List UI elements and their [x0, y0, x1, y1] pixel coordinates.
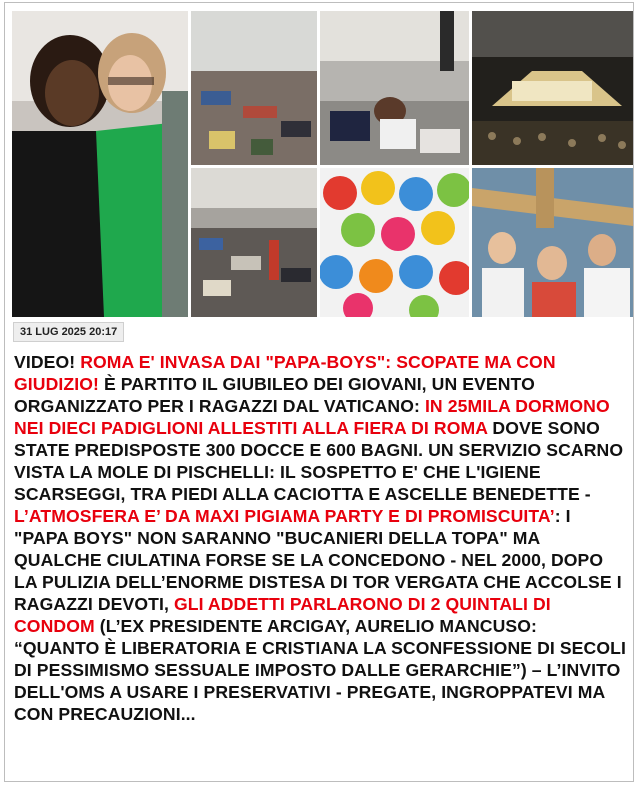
photo-exhibition-hall-sleepers[interactable] [191, 11, 317, 165]
headline-red-4: GLI ADDETTI PARLARONO DI 2 QUINTALI DI CONDOM [14, 594, 551, 636]
headline-prefix: VIDEO! [14, 352, 81, 372]
photo-youths-carrying-cross[interactable] [472, 168, 633, 317]
headline-text-4: (L’EX PRESIDENTE ARCIGAY, AURELIO MANCUSO: “QUANTO È LIBERATORIA E CRISTIANA LA SCONFESSIONE DI SECOLI DI PESSIMISMO SESSUALE IMPOSTO DALLE GERARCHIE”) – L’INVITO DELL'OMS A USARE I PRESERVATIVI - PREGATE, INGROPPATEVI MA CON PRECAUZIONI... [14, 616, 626, 724]
headline-red-2: IN 25MILA DORMONO NEI DIECI PADIGLIONI ALLESTITI ALLA FIERA DI ROMA [14, 396, 610, 438]
photo-two-women-hugging[interactable] [12, 11, 188, 317]
headline-text-1: È PARTITO IL GIUBILEO DEI GIOVANI, UN EVENTO ORGANIZZATO PER I RAGAZZI DAL VATICANO: [14, 374, 535, 416]
headline-red-1: ROMA E' INVASA DAI "PAPA-BOYS": SCOPATE MA CON GIUDIZIO! [14, 352, 556, 394]
article-card[interactable] [4, 2, 634, 782]
photo-collage[interactable] [12, 11, 633, 317]
photo-crowded-pavilion[interactable] [191, 168, 317, 317]
headline-text-2: DOVE SONO STATE PREDISPOSTE 300 DOCCE E 600 BAGNI. UN SERVIZIO SCARNO VISTA LA MOLE DI PISCHELLI: IL SOSPETTO E' CHE L'IGIENE SCARSEGGI, TRA PIEDI ALLA CACIOTTA E ASCELLE BENEDETTE - [14, 418, 624, 504]
headline-text-3: : I "PAPA BOYS" NON SARANNO "BUCANIERI DELLA TOPA" MA QUALCHE CIULATINA FORSE SE LA CONCEDONO - NEL 2000, DOPO LA PULIZIA DELL’ENORME DISTESA DI TOR VERGATA CHE ACCOLSE I RAGAZZI DEVOTI, [14, 506, 622, 614]
date-badge: 31 LUG 2025 20:17 [13, 322, 124, 342]
photo-papal-stage-crowd[interactable] [472, 11, 633, 165]
photo-girl-on-sleeping-bags[interactable] [320, 11, 469, 165]
photo-colored-condoms[interactable] [320, 168, 469, 317]
headline-red-3: L’ATMOSFERA E’ DA MAXI PIGIAMA PARTY E DI PROMISCUITA’ [14, 506, 555, 526]
article-headline[interactable] [14, 351, 626, 725]
